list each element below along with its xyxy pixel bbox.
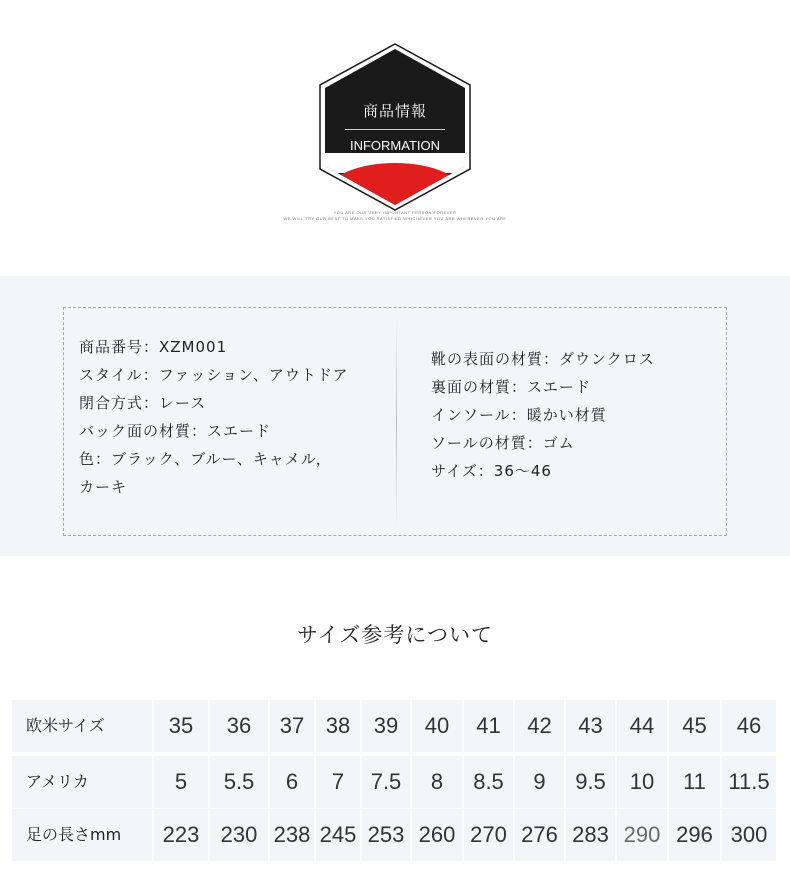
spec-item: 靴の表面の材質：ダウンクロス <box>431 350 655 368</box>
badge-divider <box>345 129 445 130</box>
badge-tagline <box>280 210 510 222</box>
size-cell: 283 <box>566 809 615 861</box>
information-badge <box>319 43 471 211</box>
size-cell: 45 <box>669 700 720 752</box>
size-cell: 11.5 <box>722 756 776 808</box>
hexagon-badge-graphic <box>319 43 471 211</box>
spec-item: バック面の材質：スエード <box>79 422 272 440</box>
size-row-label: アメリカ <box>12 756 152 808</box>
size-cell: 238 <box>270 809 314 861</box>
size-cell: 245 <box>316 809 360 861</box>
spec-list-left <box>79 333 348 501</box>
size-cell: 8 <box>412 756 462 808</box>
size-cell: 37 <box>270 700 314 752</box>
size-cell: 9.5 <box>566 756 615 808</box>
size-section-title: サイズ参考について <box>297 623 493 647</box>
size-cell: 290 <box>617 809 667 861</box>
spec-item: スタイル：ファッション、アウトドア <box>79 366 349 384</box>
size-cell: 6 <box>270 756 314 808</box>
size-cell: 35 <box>154 700 208 752</box>
size-cell: 253 <box>362 809 410 861</box>
spec-item: カーキ <box>79 478 128 496</box>
size-cell: 5.5 <box>210 756 268 808</box>
spec-item: ソールの材質：ゴム <box>431 434 575 452</box>
size-row-label: 足の長さmm <box>12 809 152 861</box>
size-cell: 260 <box>412 809 462 861</box>
spec-item: 裏面の材質：スエード <box>431 378 592 396</box>
size-row-label: 欧米サイズ <box>12 700 152 752</box>
size-cell: 41 <box>464 700 513 752</box>
size-cell: 230 <box>210 809 268 861</box>
size-cell: 46 <box>722 700 776 752</box>
size-cell: 8.5 <box>464 756 513 808</box>
spec-item: インソール：暖かい材質 <box>431 406 607 424</box>
size-cell: 9 <box>515 756 564 808</box>
size-cell: 5 <box>154 756 208 808</box>
size-cell: 7.5 <box>362 756 410 808</box>
tagline-line-1: YOU ARE OUR VERY IMPORTANT PERSON FOREVER <box>333 210 457 215</box>
badge-title: 商品情報 <box>362 102 427 120</box>
info-column-divider <box>396 318 397 530</box>
badge-subtitle: INFORMATION <box>349 138 441 153</box>
spec-item: 色：ブラック、ブルー、キャメル， <box>79 450 332 468</box>
size-cell: 44 <box>617 700 667 752</box>
spec-item: サイズ：36～46 <box>431 462 552 480</box>
size-cell: 36 <box>210 700 268 752</box>
size-cell: 40 <box>412 700 462 752</box>
size-row-eu <box>12 700 776 752</box>
size-cell: 7 <box>316 756 360 808</box>
size-cell: 42 <box>515 700 564 752</box>
size-cell: 296 <box>669 809 720 861</box>
spec-item: 閉合方式：レース <box>79 394 207 412</box>
size-cell: 11 <box>669 756 720 808</box>
size-row-foot-length <box>12 809 776 861</box>
size-cell: 43 <box>566 700 615 752</box>
size-cell: 300 <box>722 809 776 861</box>
size-cell: 10 <box>617 756 667 808</box>
spec-item: 商品番号：XZM001 <box>79 338 228 356</box>
size-cell: 223 <box>154 809 208 861</box>
size-row-us <box>12 756 776 808</box>
size-cell: 39 <box>362 700 410 752</box>
size-cell: 276 <box>515 809 564 861</box>
size-cell: 270 <box>464 809 513 861</box>
size-cell: 38 <box>316 700 360 752</box>
tagline-line-2: WE WILL TRY OUR BEST TO MAKE YOU SATISFIED WHICHEVER YOU ARE WHEREVER YOU ARE <box>283 216 507 221</box>
spec-list-right <box>431 345 655 485</box>
